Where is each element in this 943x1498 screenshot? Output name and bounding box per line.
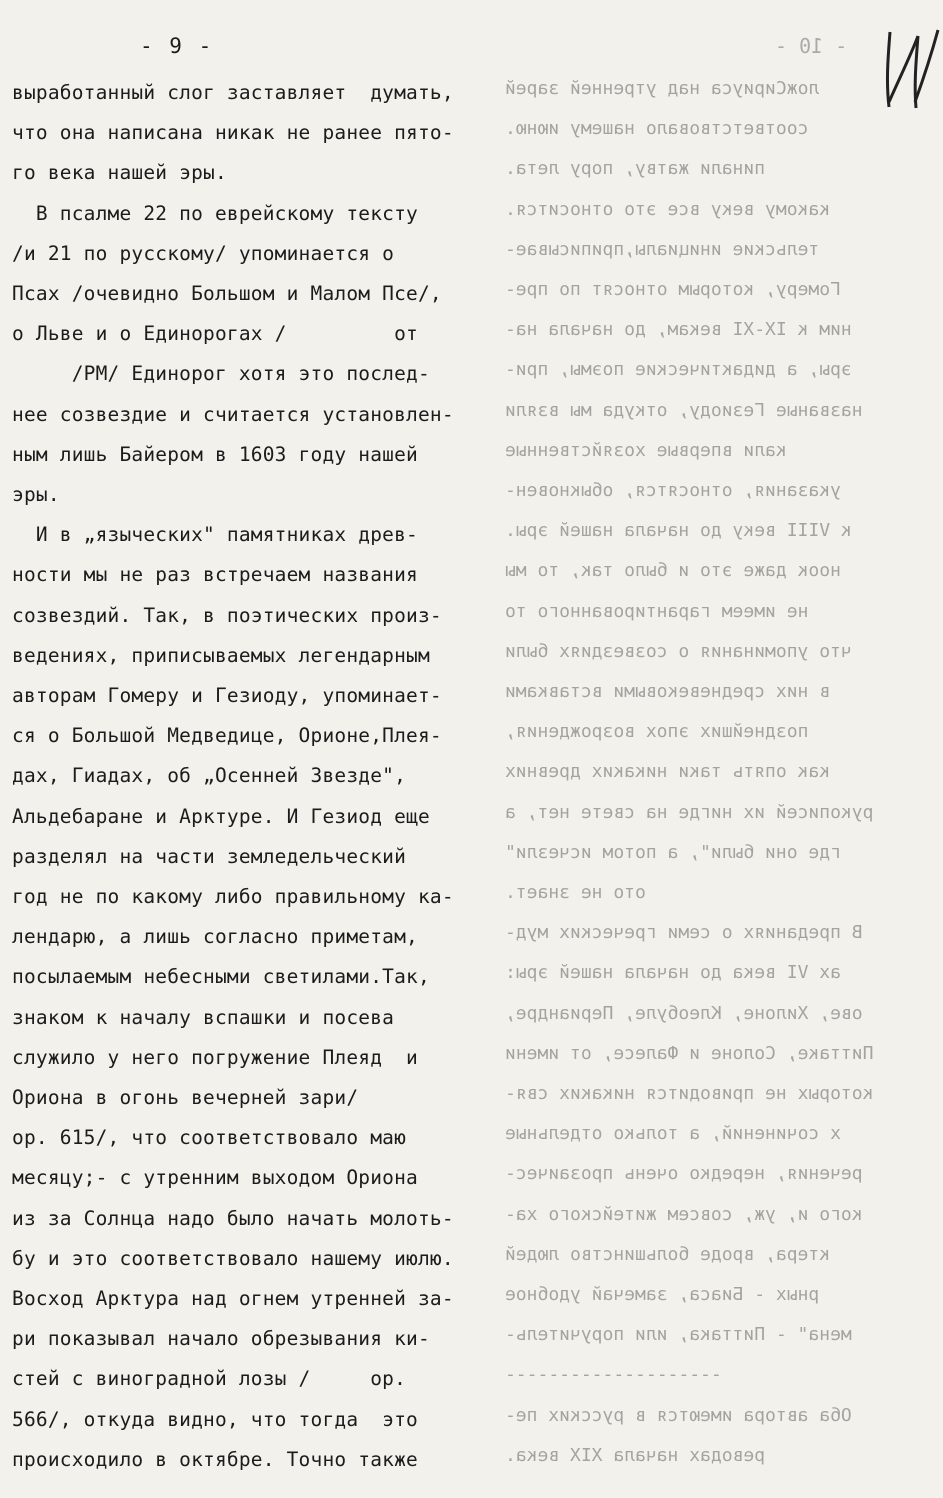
bleed-line: речения, нередко очень прозаичес- (505, 1163, 863, 1185)
text-line: посылаемым небесными светилами.Так, (12, 965, 430, 989)
bleed-line: ним к IX-XI векам, до начала на- (505, 319, 852, 341)
text-line: месяцу;- с утренним выходом Ориона (12, 1166, 418, 1190)
bleed-line: кали впервые хозяйственные (505, 439, 787, 461)
text-line: Альдебаране и Арктуре. И Гезиод еще (12, 804, 430, 828)
bleed-line: Гомеру, которым относят по пре- (505, 279, 841, 300)
bleed-line: как опять таки никаких древних (505, 761, 831, 783)
bleed-line: эры, а дидактические поэмы, при- (505, 359, 852, 381)
text-line: нее созвездие и считается установлен- (12, 402, 454, 426)
bleed-line: ктера, вроде большинство людей (505, 1243, 831, 1265)
text-line: знаком к началу вспашки и посева (12, 1005, 395, 1029)
bleed-line: рукописей их нигде на свете нет, а (505, 801, 874, 823)
bleed-line: -------------------- (505, 1364, 722, 1386)
bleed-line: названые Гезиоду, откуда мы взяли (505, 399, 863, 421)
page-number: - 9 - (140, 34, 214, 58)
bleed-line: ото не знает. (505, 882, 646, 903)
text-line: из за Солнца надо было начать молоть- (12, 1206, 454, 1230)
text-line: служило у него погружение Плеяд и (12, 1045, 418, 1069)
text-line: Восход Арктура над огнем утренней за- (12, 1287, 454, 1310)
bleed-line: ове, Хилоне, Клеобуле, Периандре, (505, 1002, 863, 1024)
bleed-line: в них средневековыми вставками (505, 681, 831, 702)
text-line: дах, Гиадах, об „Осенней Звезде", (12, 764, 407, 788)
text-line: ри показывал начало обрезывания ки- (12, 1327, 430, 1351)
text-line: И в „языческих" памятниках древ- (12, 523, 418, 547)
text-line: ся о Большой Медведице, Орионе,Плея- (12, 724, 442, 748)
bleed-line: х сочинений, а только отдельные (505, 1123, 841, 1145)
handwritten-number-mark (880, 22, 940, 112)
bleed-line: соответствовало нашему июню. (505, 118, 809, 140)
text-line: ведениях, приписываемых легендарным (12, 643, 430, 667)
bleed-line: Оба автора имеются в русских пе- (505, 1404, 852, 1426)
bleed-line: к VIII веку до начала нашей эры. (505, 520, 852, 542)
text-line: /РМ/ Единорог хотя это послед- (12, 362, 430, 386)
text-line: авторам Гомеру и Гезиоду, упоминает- (12, 684, 442, 707)
text-line: Псах /очевидно Большом и Малом Псе/, (12, 282, 442, 305)
bleed-line: рных - Биаса, замечай удобное (505, 1284, 820, 1305)
bleed-line: где они были", а потом исчезли" (505, 841, 841, 863)
text-line: созвездий. Так, в поэтических произ- (12, 603, 442, 627)
text-line: В псалме 22 по еврейскому тексту (12, 201, 418, 225)
text-line: лендарю, а лишь согласно приметам, (12, 925, 418, 949)
mirrored-text (505, 30, 943, 1498)
bleed-line: что упоминания о созвездиях были (505, 640, 852, 662)
bleed-line: позднейших эпох возрождения, (505, 721, 809, 743)
bleed-line: мена" - Питтака, или поручитель- (505, 1324, 852, 1346)
bleed-line: Питтаке, Солоне и Фалесе, от имени (505, 1042, 874, 1064)
text-line: ор. 615/, что соответствовало маю (12, 1126, 407, 1150)
bleed-line: ноок даже это и было так, то мы (505, 560, 841, 582)
text-line: Ориона в огонь вечерней зари/ (12, 1086, 359, 1109)
bleed-line: тельские инициалы,приписывае- (505, 238, 820, 260)
text-line: год не по какому либо правильному ка- (12, 885, 454, 908)
bleed-line: реводах начала XIX века. (505, 1444, 766, 1466)
text-line: о Льве и о Единорогах / от (12, 322, 418, 346)
text-line: что она написана никак не ранее пято- (12, 121, 454, 145)
text-line: /и 21 по русскому/ упоминается о (12, 241, 395, 265)
bleed-page-number: - 10 - (775, 34, 848, 58)
text-line: происходило в октябре. Точно также (12, 1447, 418, 1471)
bleed-through-column (505, 30, 943, 1498)
text-line: бу и это соответствовало нашему июлю. (12, 1246, 454, 1270)
bleed-line: какому веку все это относится. (505, 198, 831, 220)
bleed-line: кого и, уж, совсем житейского ха- (505, 1203, 863, 1225)
text-line: выработанный слог заставляет думать, (12, 81, 454, 104)
bleed-line: ах VI века до начала нашей эры: (505, 962, 841, 984)
text-line: стей с виноградной лозы / ор. (12, 1367, 407, 1391)
bleed-line: В преданиях о семи греческих муд- (505, 922, 863, 944)
bleed-line: не имеем гарантированного то (505, 600, 809, 622)
text-line: ности мы не раз встречаем названия (12, 563, 418, 587)
bleed-line: которых не приводится никаких свя- (505, 1083, 874, 1104)
text-line: ным лишь Байером в 1603 году нашей (12, 442, 418, 466)
text-line: го века нашей эры. (12, 161, 227, 185)
bleed-line: указания, относятся, обыкновен- (505, 480, 841, 501)
bleed-line: пинали жатву, пору лета. (505, 158, 766, 180)
bleed-line: ложСириуса над утренней зарей (505, 78, 820, 99)
text-line: эры. (12, 483, 60, 506)
text-line: 566/, откуда видно, что тогда это (12, 1407, 418, 1431)
text-line: разделял на части земледельческий (12, 844, 407, 868)
